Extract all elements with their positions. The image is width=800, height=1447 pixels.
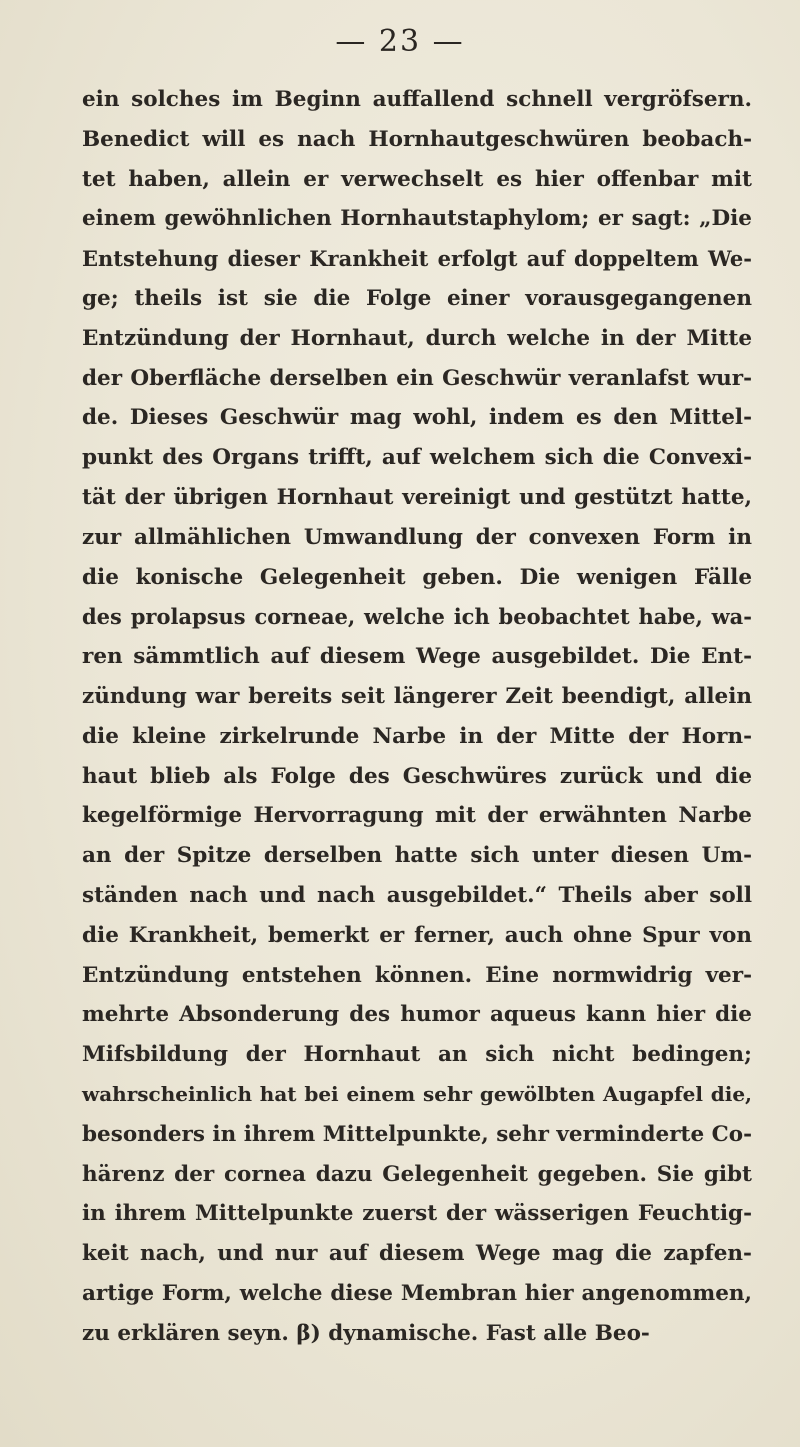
text-line: an der Spitze derselben hatte sich unter diesen Um- — [82, 843, 752, 869]
text-line: ein solches im Beginn auffallend schnell vergröfsern. — [82, 87, 752, 112]
text-line: mehrte Absonderung des humor aqueus kann hier die — [82, 1002, 752, 1028]
text-line: Entzündung der Hornhaut, durch welche in der Mitte — [82, 325, 752, 351]
text-line: ren sämmtlich auf diesem Wege ausgebildet. Die Ent- — [82, 644, 752, 670]
text-line: zur allmählichen Umwandlung der convexen Form in — [82, 524, 752, 550]
text-line: ständen nach und nach ausgebildet.“ Theils aber soll — [82, 882, 752, 908]
text-line: de. Dieses Geschwür mag wohl, indem es den Mittel- — [82, 405, 752, 431]
text-line: zündung war bereits seit längerer Zeit beendigt, allein — [82, 683, 752, 709]
body-text — [82, 80, 752, 1354]
text-line: Mifsbildung der Hornhaut an sich nicht bedingen; — [82, 1042, 752, 1068]
text-line: punkt des Organs trifft, auf welchem sich die Convexi- — [82, 445, 752, 471]
text-line: haut blieb als Folge des Geschwüres zurück und die — [82, 763, 752, 789]
text-line: einem gewöhnlichen Hornhautstaphylom; er sagt: „Die — [82, 206, 752, 232]
text-line: Entzündung entstehen können. Eine normwidrig ver- — [82, 962, 752, 988]
text-line: Entstehung dieser Krankheit erfolgt auf doppeltem We- — [82, 246, 752, 272]
text-line: tet haben, allein er verwechselt es hier offenbar mit — [82, 166, 752, 192]
text-line: die kleine zirkelrunde Narbe in der Mitte der Horn- — [82, 723, 752, 749]
text-line: die konische Gelegenheit geben. Die wenigen Fälle — [82, 564, 752, 590]
text-line: tät der übrigen Hornhaut vereinigt und gestützt hatte, — [82, 484, 752, 510]
text-line: ge; theils ist sie die Folge einer vorausgegangenen — [82, 285, 752, 311]
text-line: wahrscheinlich hat bei einem sehr gewölbten Augapfel die, — [82, 1081, 752, 1106]
text-line: zu erklären seyn. β) dynamische. Fast alle Beo- — [82, 1320, 650, 1346]
text-line: härenz der cornea dazu Gelegenheit gegeben. Sie gibt — [82, 1161, 752, 1187]
text-line: besonders in ihrem Mittelpunkte, sehr verminderte Co- — [82, 1121, 752, 1147]
text-line: Benedict will es nach Hornhautgeschwüren beobach- — [82, 126, 752, 152]
text-line: in ihrem Mittelpunkte zuerst der wässerigen Feuchtig- — [82, 1201, 752, 1227]
page-number: — 23 — — [335, 24, 465, 59]
text-line: der Oberfläche derselben ein Geschwür veranlafst wur- — [82, 365, 752, 391]
text-line: des prolapsus corneae, welche ich beobachtet habe, wa- — [82, 604, 752, 630]
text-line: keit nach, und nur auf diesem Wege mag die zapfen- — [82, 1241, 752, 1267]
text-line: kegelförmige Hervorragung mit der erwähnten Narbe — [82, 803, 752, 829]
text-line: die Krankheit, bemerkt er ferner, auch ohne Spur von — [82, 922, 752, 948]
text-line: artige Form, welche diese Membran hier angenommen, — [82, 1280, 752, 1306]
